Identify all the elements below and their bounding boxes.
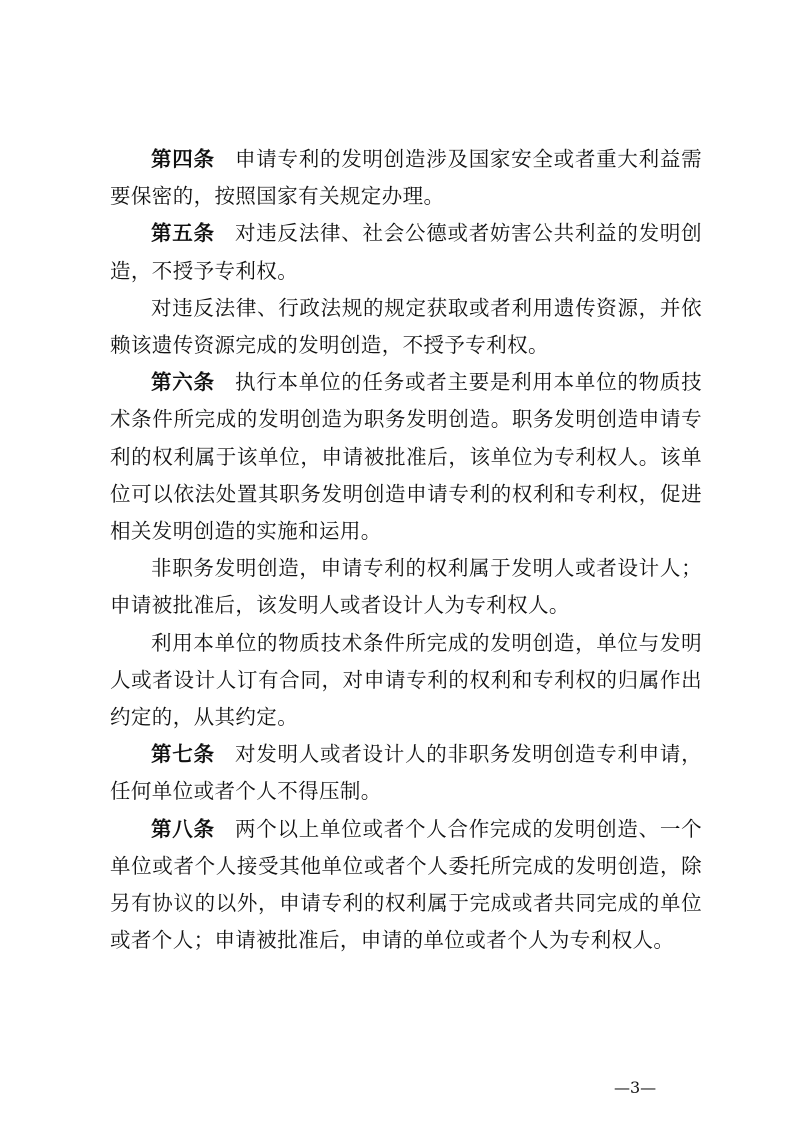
paragraph-text: 两个以上单位或者个人合作完成的发明创造、一个单位或者个人接受其他单位或者个人委托所完成的发明创造，除另有协议的以外，申请专利的权利属于完成或者共同完成的单位或者个人；申请被批准后，申请的单位或者个人为专利权人。 xyxy=(110,816,702,953)
article-heading: 第七条 xyxy=(151,742,215,767)
paragraph-article-7 xyxy=(110,736,702,810)
paragraph-text: 申请专利的发明创造涉及国家安全或者重大利益需要保密的，按照国家有关规定办理。 xyxy=(110,147,702,209)
paragraph-text: 利用本单位的物质技术条件所完成的发明创造，单位与发明人或者设计人订有合同，对申请专利的权利和专利权的归属作出约定的，从其约定。 xyxy=(110,630,702,730)
article-heading: 第八条 xyxy=(151,816,215,841)
paragraph-text: 执行本单位的任务或者主要是利用本单位的物质技术条件所完成的发明创造为职务发明创造。职务发明创造申请专利的权利属于该单位，申请被批准后，该单位为专利权人。该单位可以依法处置其职务发明创造申请专利的权利和专利权，促进相关发明创造的实施和运用。 xyxy=(110,370,702,544)
paragraph-text: 对发明人或者设计人的非职务发明创造专利申请，任何单位或者个人不得压制。 xyxy=(110,742,702,804)
paragraph-text: 对违反法律、社会公德或者妨害公共利益的发明创造，不授予专利权。 xyxy=(110,221,702,283)
paragraph-article-6-clause-3 xyxy=(110,625,702,737)
paragraph-text: 对违反法律、行政法规的规定获取或者利用遗传资源，并依赖该遗传资源完成的发明创造，不授予专利权。 xyxy=(110,295,702,358)
paragraph-article-5-clause-2 xyxy=(110,290,702,364)
article-heading: 第六条 xyxy=(151,370,215,395)
paragraph-text: 非职务发明创造，申请专利的权利属于发明人或者设计人；申请被批准后，该发明人或者设计人为专利权人。 xyxy=(110,556,702,618)
paragraph-article-8 xyxy=(110,811,702,960)
paragraph-article-4 xyxy=(110,141,702,215)
document-body xyxy=(110,141,702,959)
paragraph-article-6-clause-2 xyxy=(110,550,702,624)
article-heading: 第四条 xyxy=(151,147,215,171)
page-number: —3— xyxy=(614,1078,657,1097)
paragraph-article-6 xyxy=(110,364,702,550)
article-heading: 第五条 xyxy=(151,221,215,246)
paragraph-article-5 xyxy=(110,215,702,289)
